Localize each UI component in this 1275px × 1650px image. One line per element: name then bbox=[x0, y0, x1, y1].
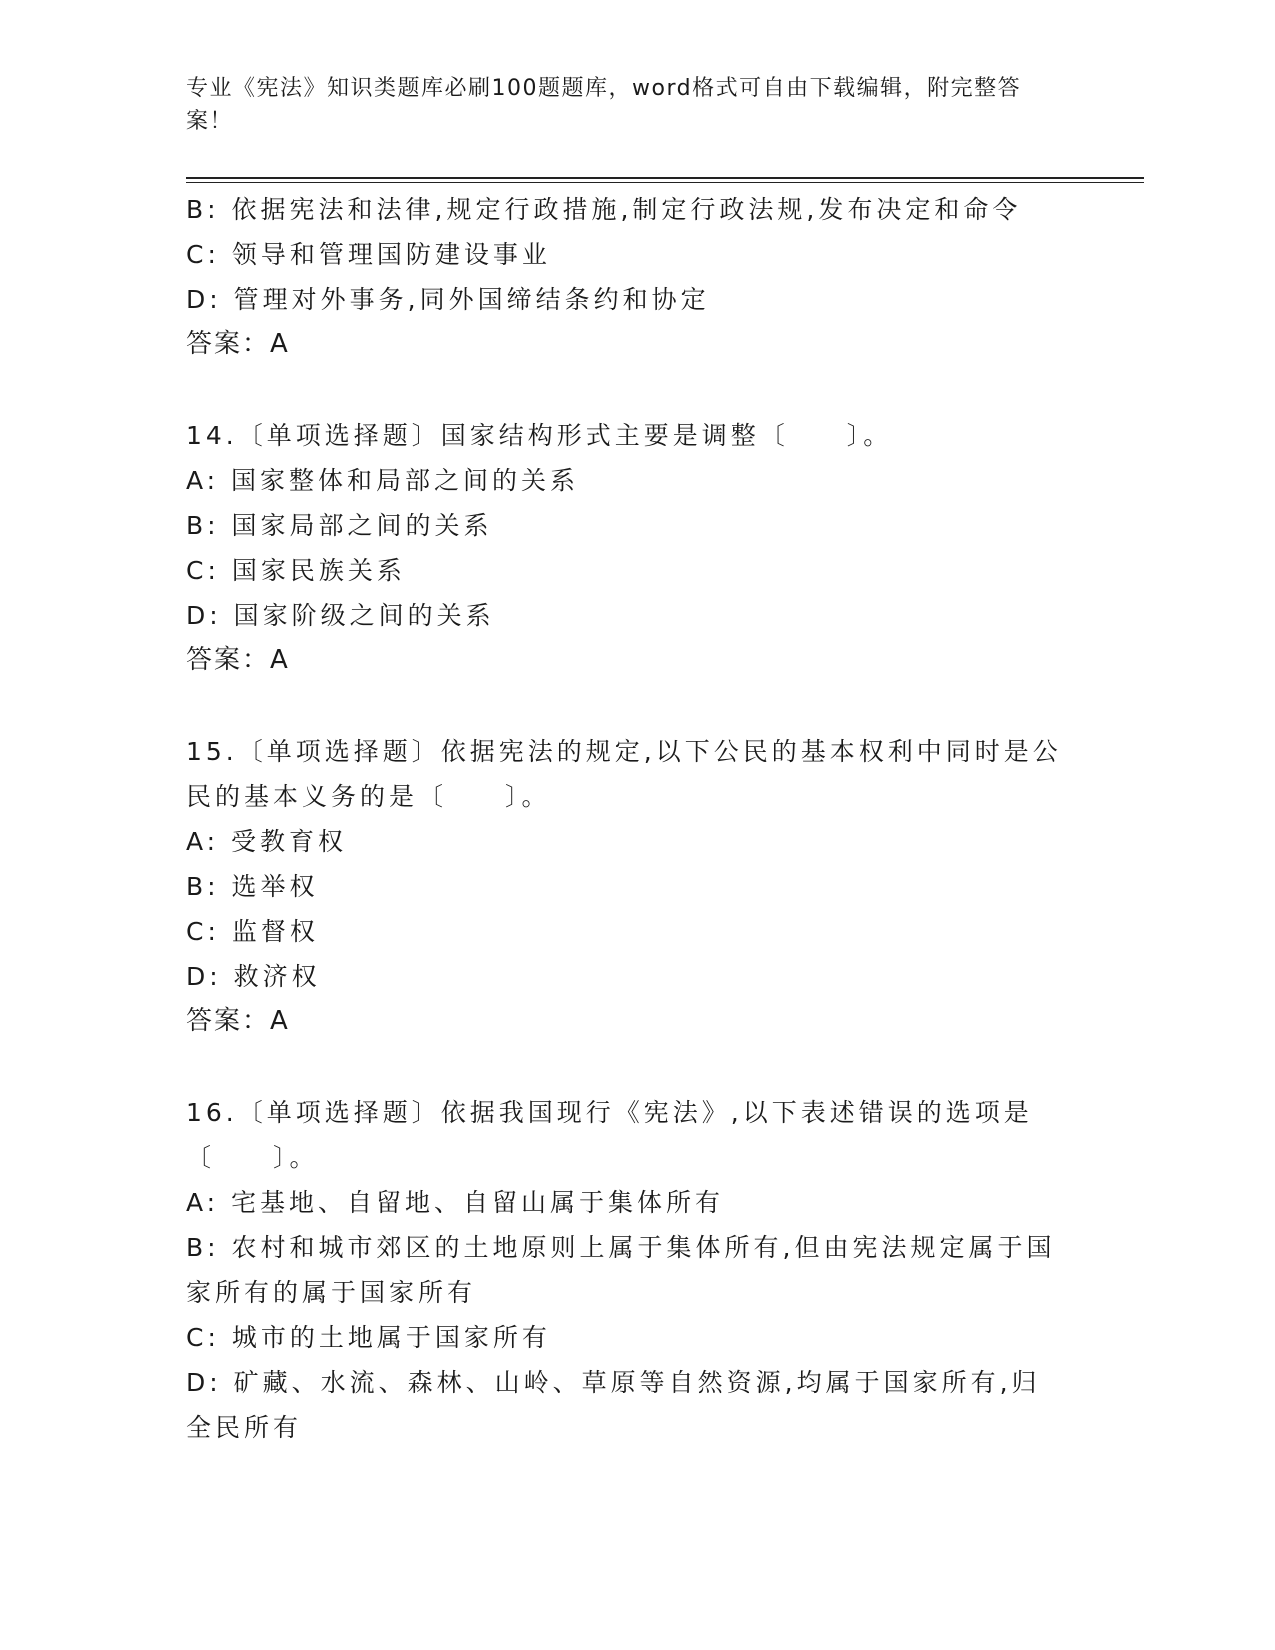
option-b: B: 国家局部之间的关系 bbox=[186, 511, 493, 540]
answer: 答案：A bbox=[186, 1006, 290, 1036]
question-13-continuation bbox=[186, 187, 1066, 367]
question-16 bbox=[186, 1090, 1066, 1450]
option-d: D: 矿藏、水流、森林、山岭、草原等自然资源,均属于国家所有,归全民所有 bbox=[186, 1368, 1041, 1442]
option-c: C: 城市的土地属于国家所有 bbox=[186, 1323, 551, 1352]
option-b: B: 农村和城市郊区的土地原则上属于集体所有,但由宪法规定属于国家所有的属于国家所有 bbox=[186, 1233, 1056, 1307]
option-c: C: 监督权 bbox=[186, 917, 319, 946]
question-text: 15.〔单项选择题〕依据宪法的规定,以下公民的基本权利中同时是公民的基本义务的是〔 〕。 bbox=[186, 737, 1062, 811]
question-15 bbox=[186, 729, 1066, 1044]
answer: 答案：A bbox=[186, 329, 290, 359]
option-d: D: 国家阶级之间的关系 bbox=[186, 601, 495, 630]
spacer bbox=[186, 683, 1066, 729]
option-a: A: 宅基地、自留地、自留山属于集体所有 bbox=[186, 1188, 725, 1217]
header-rule-thin bbox=[186, 182, 1144, 183]
option-d: D: 救济权 bbox=[186, 962, 321, 991]
question-list bbox=[186, 187, 1066, 1450]
question-text: 14.〔单项选择题〕国家结构形式主要是调整〔 〕。 bbox=[186, 421, 893, 450]
option-c: C: 领导和管理国防建设事业 bbox=[186, 240, 551, 269]
option-a: A: 受教育权 bbox=[186, 827, 348, 856]
option-b: B: 依据宪法和法律,规定行政措施,制定行政法规,发布决定和命令 bbox=[186, 195, 1022, 224]
header-rule-thick bbox=[186, 177, 1144, 179]
answer: 答案：A bbox=[186, 645, 290, 675]
question-14 bbox=[186, 413, 1066, 683]
spacer bbox=[186, 1044, 1066, 1090]
document-header: 专业《宪法》知识类题库必刷100题题库，word格式可自由下载编辑，附完整答案！ bbox=[186, 76, 1022, 134]
option-d: D: 管理对外事务,同外国缔结条约和协定 bbox=[186, 285, 710, 314]
question-text: 16.〔单项选择题〕依据我国现行《宪法》,以下表述错误的选项是〔 〕。 bbox=[186, 1098, 1033, 1172]
spacer bbox=[186, 367, 1066, 413]
option-c: C: 国家民族关系 bbox=[186, 556, 406, 585]
option-b: B: 选举权 bbox=[186, 872, 319, 901]
option-a: A: 国家整体和局部之间的关系 bbox=[186, 466, 580, 495]
